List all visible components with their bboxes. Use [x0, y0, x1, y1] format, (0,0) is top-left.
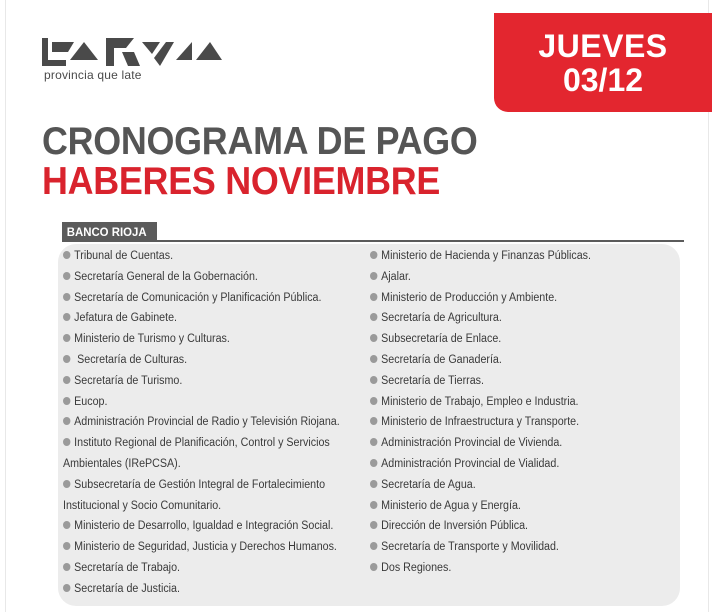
poster	[6, 0, 708, 612]
bullet-icon	[63, 542, 70, 550]
list-item	[370, 516, 658, 537]
badge-day: JUEVES	[538, 28, 668, 64]
bullet-icon	[370, 293, 377, 301]
list-item	[370, 454, 658, 475]
list-item-label: Administración Provincial de Vialidad.	[381, 457, 560, 470]
list-item-label: Ministerio de Turismo y Culturas.	[74, 333, 230, 346]
bullet-icon	[370, 355, 377, 363]
bullet-icon	[370, 376, 377, 384]
list-item-label: Ambientales (IRePCSA).	[63, 457, 181, 470]
list-item-label: Subsecretaría de Gestión Integral de Fortalecimiento	[74, 478, 326, 491]
list-item	[370, 433, 658, 454]
list-item-label: Secretaría de Transporte y Movilidad.	[381, 541, 559, 554]
list-item	[63, 329, 342, 350]
bullet-icon	[370, 251, 377, 259]
list-item-label: Dirección de Inversión Pública.	[381, 520, 528, 533]
bullet-icon	[370, 459, 377, 467]
bullet-icon	[370, 272, 377, 280]
list-item-label: Subsecretaría de Enlace.	[381, 333, 502, 346]
list-item	[63, 246, 342, 267]
bank-header: BANCO RIOJA	[62, 222, 157, 242]
list-item	[370, 496, 658, 517]
list-item-label: Ministerio de Producción y Ambiente.	[381, 291, 558, 304]
list-item-label: Secretaría de Ganadería.	[381, 353, 502, 366]
bullet-icon	[370, 542, 377, 550]
badge-date: 03/12	[562, 62, 644, 98]
logo-tagline: provincia que late	[44, 68, 142, 82]
page-subtitle: HABERES NOVIEMBRE	[42, 160, 441, 203]
bullet-icon	[63, 521, 70, 529]
bullet-icon	[63, 355, 70, 363]
list-item	[63, 496, 342, 517]
bullet-icon	[63, 376, 70, 384]
list-item-label: Administración Provincial de Vivienda.	[381, 437, 563, 450]
la-rioja-logo-mark-icon	[42, 34, 222, 66]
list-item-label: Secretaría de Agua.	[381, 478, 476, 491]
list-item	[63, 454, 342, 475]
list-item	[63, 371, 342, 392]
list-item	[370, 350, 658, 371]
bullet-icon	[63, 438, 70, 446]
list-item	[63, 267, 342, 288]
list-item	[370, 412, 658, 433]
list-item-label: Ajalar.	[381, 270, 411, 283]
list-item	[63, 350, 342, 371]
list-item-label: Ministerio de Desarrollo, Igualdad e Integración Social.	[74, 520, 334, 533]
bullet-icon	[370, 313, 377, 321]
list-item-label: Secretaría de Comunicación y Planificación Pública.	[74, 291, 322, 304]
bullet-icon	[370, 521, 377, 529]
right-column-list	[370, 246, 680, 579]
list-item	[63, 475, 342, 496]
list-item	[370, 475, 658, 496]
list-item-label: Eucop.	[74, 395, 108, 408]
list-item-label: Ministerio de Hacienda y Finanzas Públicas.	[381, 250, 592, 262]
list-item	[370, 537, 658, 558]
list-item	[63, 288, 342, 309]
bullet-icon	[63, 563, 70, 571]
list-item-label: Ministerio de Trabajo, Empleo e Industria.	[381, 395, 579, 408]
list-item-label: Ministerio de Seguridad, Justicia y Derechos Humanos.	[74, 541, 337, 554]
bullet-icon	[370, 438, 377, 446]
list-item-label: Secretaría de Turismo.	[74, 374, 183, 387]
list-item	[370, 267, 658, 288]
page-title: CRONOGRAMA DE PAGO	[42, 120, 478, 163]
list-item-label: Secretaría de Tierras.	[381, 374, 484, 387]
list-item-label: Ministerio de Infraestructura y Transporte.	[381, 416, 580, 429]
list-item-label: Dos Regiones.	[381, 561, 452, 574]
list-item	[63, 579, 342, 600]
bullet-icon	[63, 272, 70, 280]
bullet-icon	[370, 501, 377, 509]
list-item	[63, 412, 342, 433]
bullet-icon	[63, 397, 70, 405]
list-item	[63, 516, 342, 537]
list-item-label: Secretaría de Trabajo.	[74, 561, 180, 574]
la-rioja-logo	[42, 34, 232, 86]
bullet-icon	[63, 313, 70, 321]
bullet-icon	[370, 397, 377, 405]
list-item	[370, 288, 658, 309]
list-item-label: Institucional y Socio Comunitario.	[63, 499, 222, 512]
list-item	[370, 246, 658, 267]
list-item-label: Secretaría de Justicia.	[74, 582, 180, 595]
list-item	[370, 329, 658, 350]
list-item-label: Secretaría General de la Gobernación.	[74, 270, 258, 283]
list-item-label: Secretaría de Culturas.	[74, 353, 188, 366]
list-item-label: Administración Provincial de Radio y Televisión Riojana.	[74, 416, 340, 429]
bullet-icon	[63, 293, 70, 301]
bullet-icon	[370, 563, 377, 571]
bullet-icon	[63, 334, 70, 342]
bullet-icon	[63, 417, 70, 425]
left-column-list	[63, 246, 363, 600]
list-item	[63, 537, 342, 558]
list-item	[370, 558, 658, 579]
list-item	[63, 392, 342, 413]
bullet-icon	[63, 584, 70, 592]
list-item	[370, 371, 658, 392]
list-item	[63, 433, 342, 454]
list-item	[63, 558, 342, 579]
bullet-icon	[370, 480, 377, 488]
list-item-label: Ministerio de Agua y Energía.	[381, 499, 521, 512]
list-item	[370, 308, 658, 329]
bullet-icon	[370, 334, 377, 342]
list-item	[63, 308, 342, 329]
bullet-icon	[63, 251, 70, 259]
list-item-label: Secretaría de Agricultura.	[381, 312, 502, 325]
list-item-label: Tribunal de Cuentas.	[74, 250, 174, 262]
bullet-icon	[63, 480, 70, 488]
date-badge	[494, 13, 712, 112]
list-item	[370, 392, 658, 413]
bullet-icon	[370, 417, 377, 425]
list-item-label: Jefatura de Gabinete.	[74, 312, 178, 325]
list-item-label: Instituto Regional de Planificación, Control y Servicios	[74, 437, 330, 450]
